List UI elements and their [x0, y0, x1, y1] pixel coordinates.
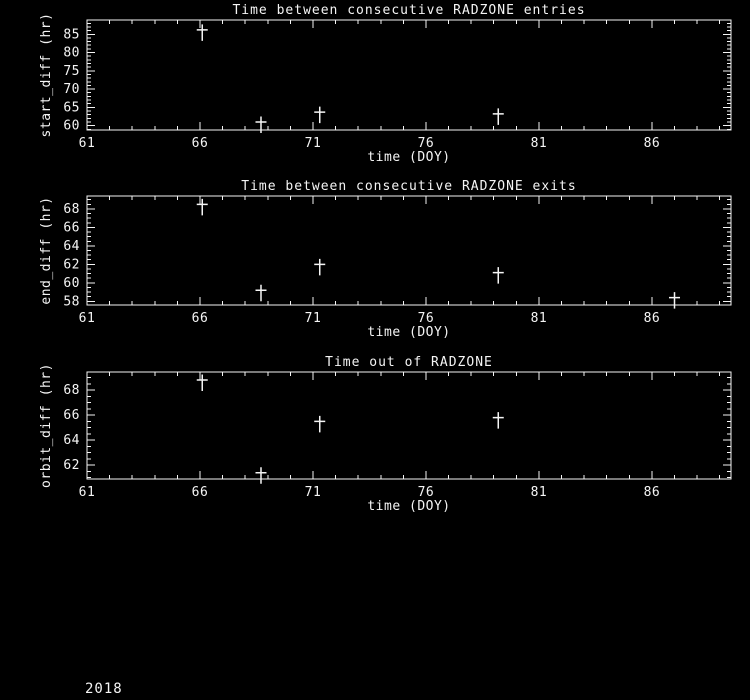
y-axis-ticks: [87, 378, 731, 478]
data-point-marker: [197, 375, 208, 392]
y-tick-label: 75: [63, 63, 80, 79]
data-point-marker: [255, 285, 266, 302]
y-tick-label: 66: [63, 408, 80, 424]
y-axis-label: orbit_diff (hr): [39, 363, 54, 488]
data-point-marker: [493, 108, 504, 125]
y-tick-label: 64: [63, 433, 80, 449]
x-tick-label: 76: [417, 485, 435, 500]
plot-frame: [87, 20, 731, 130]
plot-frame: [87, 196, 731, 305]
y-tick-label: 58: [63, 294, 80, 310]
chart-1: [39, 3, 731, 165]
y-axis-label: start_diff (hr): [39, 12, 54, 138]
data-point-marker: [314, 416, 325, 433]
x-tick-label: 61: [78, 485, 96, 500]
x-axis-label: time (DOY): [367, 150, 451, 165]
y-tick-label: 80: [63, 45, 80, 61]
y-tick-label: 62: [63, 257, 80, 273]
x-tick-label: 71: [304, 136, 322, 151]
y-tick-label: 68: [63, 201, 80, 217]
x-tick-label: 61: [78, 311, 96, 326]
x-axis-ticks: [87, 372, 720, 479]
x-tick-label: 86: [643, 485, 661, 500]
x-tick-label: 71: [304, 311, 322, 326]
x-tick-label: 66: [191, 136, 209, 151]
plot-frame: [87, 372, 731, 479]
y-tick-label: 60: [63, 118, 80, 134]
y-tick-label: 85: [63, 27, 80, 43]
y-tick-label: 64: [63, 238, 80, 254]
y-tick-label: 60: [63, 275, 80, 291]
data-point-marker: [314, 107, 325, 124]
x-tick-label: 76: [417, 136, 435, 151]
x-tick-label: 81: [530, 311, 548, 326]
x-tick-label: 86: [643, 136, 661, 151]
x-tick-label: 66: [191, 485, 209, 500]
x-tick-label: 81: [530, 136, 548, 151]
x-tick-label: 86: [643, 311, 661, 326]
data-point-marker: [197, 24, 208, 41]
chart-title: Time between consecutive RADZONE exits: [241, 179, 577, 194]
x-axis-label: time (DOY): [367, 499, 451, 514]
x-tick-label: 61: [78, 136, 96, 151]
x-tick-label: 76: [417, 311, 435, 326]
chart-title: Time out of RADZONE: [325, 355, 493, 370]
x-axis-label: time (DOY): [367, 325, 451, 340]
y-axis-ticks: [87, 23, 731, 129]
data-points: [197, 24, 504, 133]
x-tick-label: 66: [191, 311, 209, 326]
x-axis-ticks: [87, 196, 720, 305]
data-point-marker: [197, 199, 208, 216]
data-point-marker: [314, 259, 325, 276]
data-point-marker: [255, 467, 266, 484]
x-tick-label: 71: [304, 485, 322, 500]
y-axis-ticks: [87, 200, 731, 302]
data-point-marker: [669, 292, 680, 309]
data-points: [197, 199, 680, 309]
y-tick-label: 70: [63, 82, 80, 98]
data-point-marker: [493, 412, 504, 429]
x-tick-label: 81: [530, 485, 548, 500]
y-axis-label: end_diff (hr): [39, 196, 54, 305]
chart-3: [39, 355, 731, 514]
y-tick-label: 66: [63, 220, 80, 236]
year-label: 2018: [85, 681, 123, 697]
y-tick-label: 68: [63, 383, 80, 399]
y-tick-label: 62: [63, 458, 80, 474]
chart-2: [39, 179, 731, 340]
x-axis-ticks: [87, 20, 720, 130]
y-tick-label: 65: [63, 100, 80, 116]
data-points: [197, 375, 504, 484]
data-point-marker: [493, 267, 504, 284]
chart-title: Time between consecutive RADZONE entries: [232, 3, 586, 18]
